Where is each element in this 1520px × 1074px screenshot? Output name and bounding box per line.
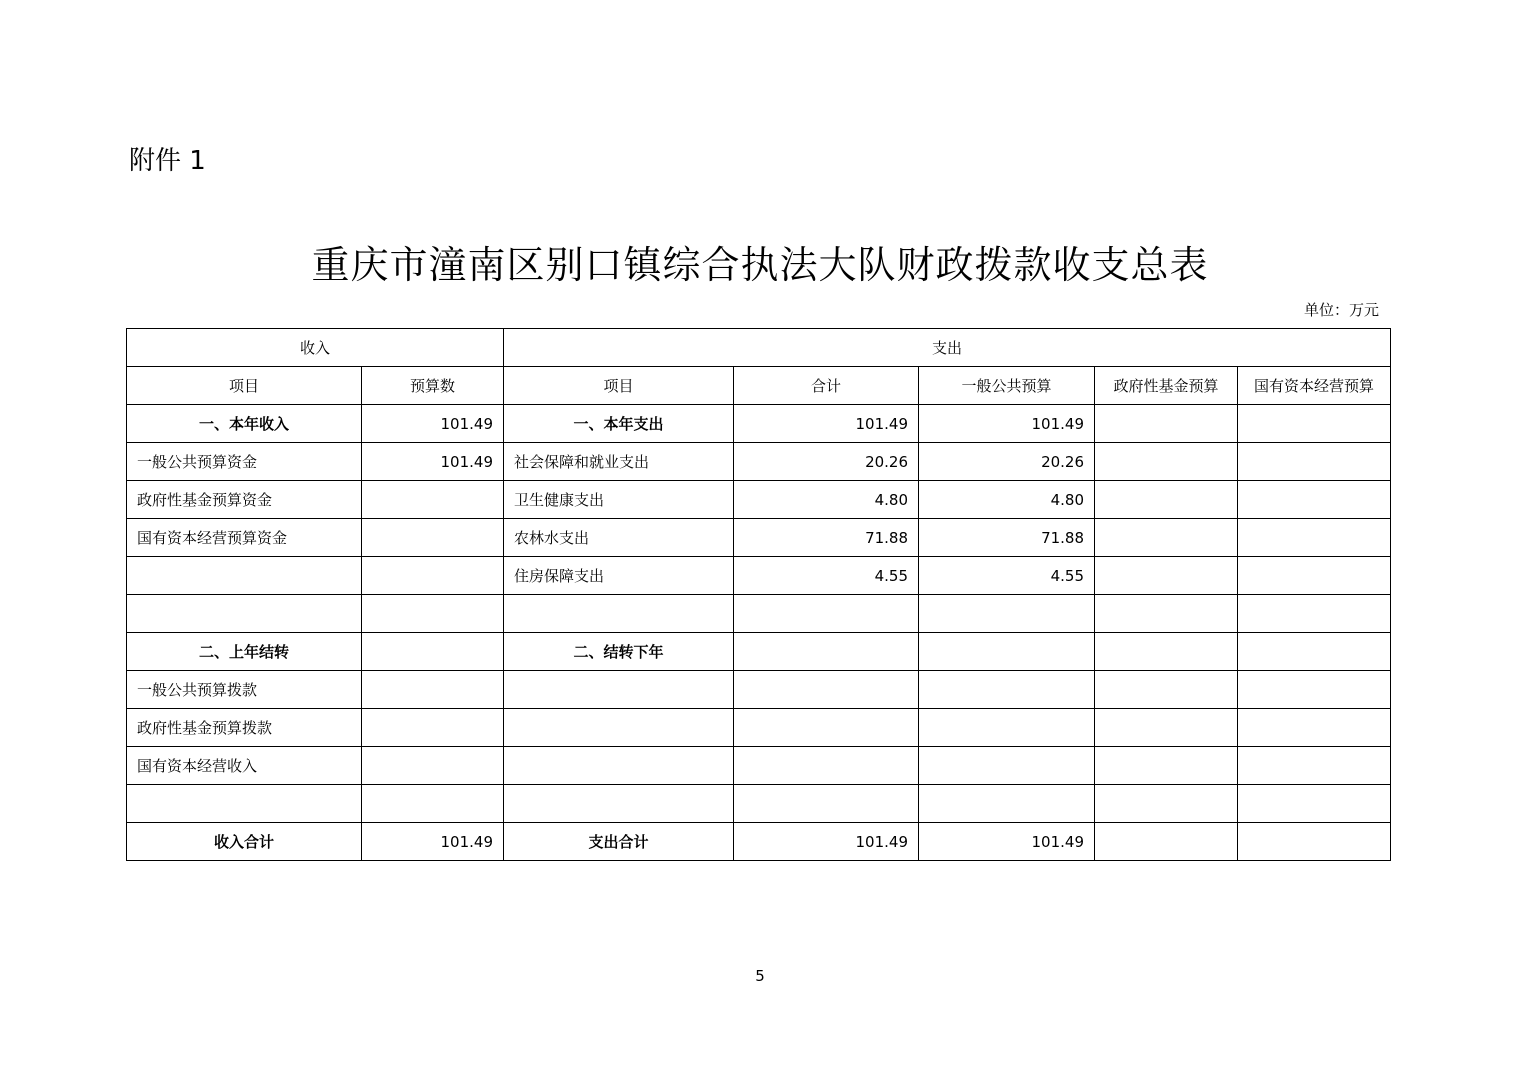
- gov-fund-budget-cell: [1095, 557, 1238, 595]
- expense-total-cell: 101.49: [734, 823, 919, 861]
- income-item-cell: 国有资本经营预算资金: [127, 519, 362, 557]
- expense-total-cell: [734, 595, 919, 633]
- income-budget-cell: 101.49: [362, 443, 504, 481]
- table-row: [127, 633, 1391, 671]
- expense-item-cell: [504, 595, 734, 633]
- column-header-income-budget: 预算数: [362, 367, 504, 405]
- expense-item-cell: [504, 709, 734, 747]
- income-budget-cell: [362, 785, 504, 823]
- income-budget-cell: 101.49: [362, 405, 504, 443]
- gov-fund-budget-cell: [1095, 405, 1238, 443]
- general-budget-cell: 101.49: [919, 405, 1095, 443]
- gov-fund-budget-cell: [1095, 519, 1238, 557]
- state-capital-budget-cell: [1238, 823, 1391, 861]
- expense-item-cell: 支出合计: [504, 823, 734, 861]
- expense-group-header: 支出: [504, 329, 1391, 367]
- expense-item-cell: 社会保障和就业支出: [504, 443, 734, 481]
- expense-total-cell: 4.55: [734, 557, 919, 595]
- table-row: [127, 443, 1391, 481]
- general-budget-cell: 20.26: [919, 443, 1095, 481]
- state-capital-budget-cell: [1238, 785, 1391, 823]
- income-budget-cell: [362, 557, 504, 595]
- expense-item-cell: 一、本年支出: [504, 405, 734, 443]
- column-header-state-capital-budget: 国有资本经营预算: [1238, 367, 1391, 405]
- expense-total-cell: [734, 709, 919, 747]
- expense-total-cell: 4.80: [734, 481, 919, 519]
- income-budget-cell: [362, 671, 504, 709]
- gov-fund-budget-cell: [1095, 443, 1238, 481]
- expense-item-cell: [504, 785, 734, 823]
- expense-total-cell: 20.26: [734, 443, 919, 481]
- expense-item-cell: 二、结转下年: [504, 633, 734, 671]
- expense-total-cell: 101.49: [734, 405, 919, 443]
- table-row: [127, 481, 1391, 519]
- income-item-cell: [127, 557, 362, 595]
- income-item-cell: 国有资本经营收入: [127, 747, 362, 785]
- gov-fund-budget-cell: [1095, 595, 1238, 633]
- expense-total-cell: [734, 785, 919, 823]
- table-row: [127, 519, 1391, 557]
- general-budget-cell: [919, 785, 1095, 823]
- state-capital-budget-cell: [1238, 481, 1391, 519]
- income-budget-cell: [362, 709, 504, 747]
- column-header-expense-total: 合计: [734, 367, 919, 405]
- income-item-cell: 政府性基金预算资金: [127, 481, 362, 519]
- general-budget-cell: 101.49: [919, 823, 1095, 861]
- gov-fund-budget-cell: [1095, 785, 1238, 823]
- income-budget-cell: [362, 519, 504, 557]
- gov-fund-budget-cell: [1095, 747, 1238, 785]
- column-header-gov-fund-budget: 政府性基金预算: [1095, 367, 1238, 405]
- budget-summary-table: [126, 328, 1391, 861]
- general-budget-cell: 4.55: [919, 557, 1095, 595]
- table-row: [127, 823, 1391, 861]
- table-body: [127, 329, 1391, 861]
- income-item-cell: 一般公共预算拨款: [127, 671, 362, 709]
- state-capital-budget-cell: [1238, 595, 1391, 633]
- gov-fund-budget-cell: [1095, 823, 1238, 861]
- expense-total-cell: [734, 747, 919, 785]
- income-group-header: 收入: [127, 329, 504, 367]
- income-item-cell: 政府性基金预算拨款: [127, 709, 362, 747]
- income-item-cell: 一般公共预算资金: [127, 443, 362, 481]
- state-capital-budget-cell: [1238, 557, 1391, 595]
- general-budget-cell: 4.80: [919, 481, 1095, 519]
- table-row: [127, 785, 1391, 823]
- expense-item-cell: 农林水支出: [504, 519, 734, 557]
- gov-fund-budget-cell: [1095, 481, 1238, 519]
- expense-item-cell: 卫生健康支出: [504, 481, 734, 519]
- general-budget-cell: [919, 633, 1095, 671]
- state-capital-budget-cell: [1238, 709, 1391, 747]
- state-capital-budget-cell: [1238, 519, 1391, 557]
- income-budget-cell: 101.49: [362, 823, 504, 861]
- gov-fund-budget-cell: [1095, 633, 1238, 671]
- state-capital-budget-cell: [1238, 633, 1391, 671]
- gov-fund-budget-cell: [1095, 709, 1238, 747]
- income-item-cell: [127, 595, 362, 633]
- state-capital-budget-cell: [1238, 671, 1391, 709]
- income-item-cell: 二、上年结转: [127, 633, 362, 671]
- table-row: [127, 709, 1391, 747]
- state-capital-budget-cell: [1238, 443, 1391, 481]
- general-budget-cell: [919, 671, 1095, 709]
- state-capital-budget-cell: [1238, 747, 1391, 785]
- column-header-general-budget: 一般公共预算: [919, 367, 1095, 405]
- general-budget-cell: [919, 709, 1095, 747]
- expense-total-cell: [734, 633, 919, 671]
- general-budget-cell: [919, 595, 1095, 633]
- income-item-cell: 一、本年收入: [127, 405, 362, 443]
- table-row: [127, 557, 1391, 595]
- general-budget-cell: 71.88: [919, 519, 1095, 557]
- attachment-label: 附件 1: [129, 146, 206, 176]
- column-header-income-item: 项目: [127, 367, 362, 405]
- unit-label: 单位：万元: [1303, 301, 1379, 319]
- gov-fund-budget-cell: [1095, 671, 1238, 709]
- expense-item-cell: 住房保障支出: [504, 557, 734, 595]
- table-row: [127, 747, 1391, 785]
- state-capital-budget-cell: [1238, 405, 1391, 443]
- table-row: [127, 671, 1391, 709]
- column-header-expense-item: 项目: [504, 367, 734, 405]
- expense-item-cell: [504, 671, 734, 709]
- income-item-cell: [127, 785, 362, 823]
- income-budget-cell: [362, 595, 504, 633]
- income-budget-cell: [362, 481, 504, 519]
- group-header-row: [127, 329, 1391, 367]
- page-title: 重庆市潼南区别口镇综合执法大队财政拨款收支总表: [311, 243, 1209, 287]
- expense-total-cell: [734, 671, 919, 709]
- expense-item-cell: [504, 747, 734, 785]
- table-row: [127, 595, 1391, 633]
- income-budget-cell: [362, 633, 504, 671]
- general-budget-cell: [919, 747, 1095, 785]
- page-number: 5: [755, 967, 765, 985]
- column-header-row: [127, 367, 1391, 405]
- income-budget-cell: [362, 747, 504, 785]
- table-row: [127, 405, 1391, 443]
- income-item-cell: 收入合计: [127, 823, 362, 861]
- expense-total-cell: 71.88: [734, 519, 919, 557]
